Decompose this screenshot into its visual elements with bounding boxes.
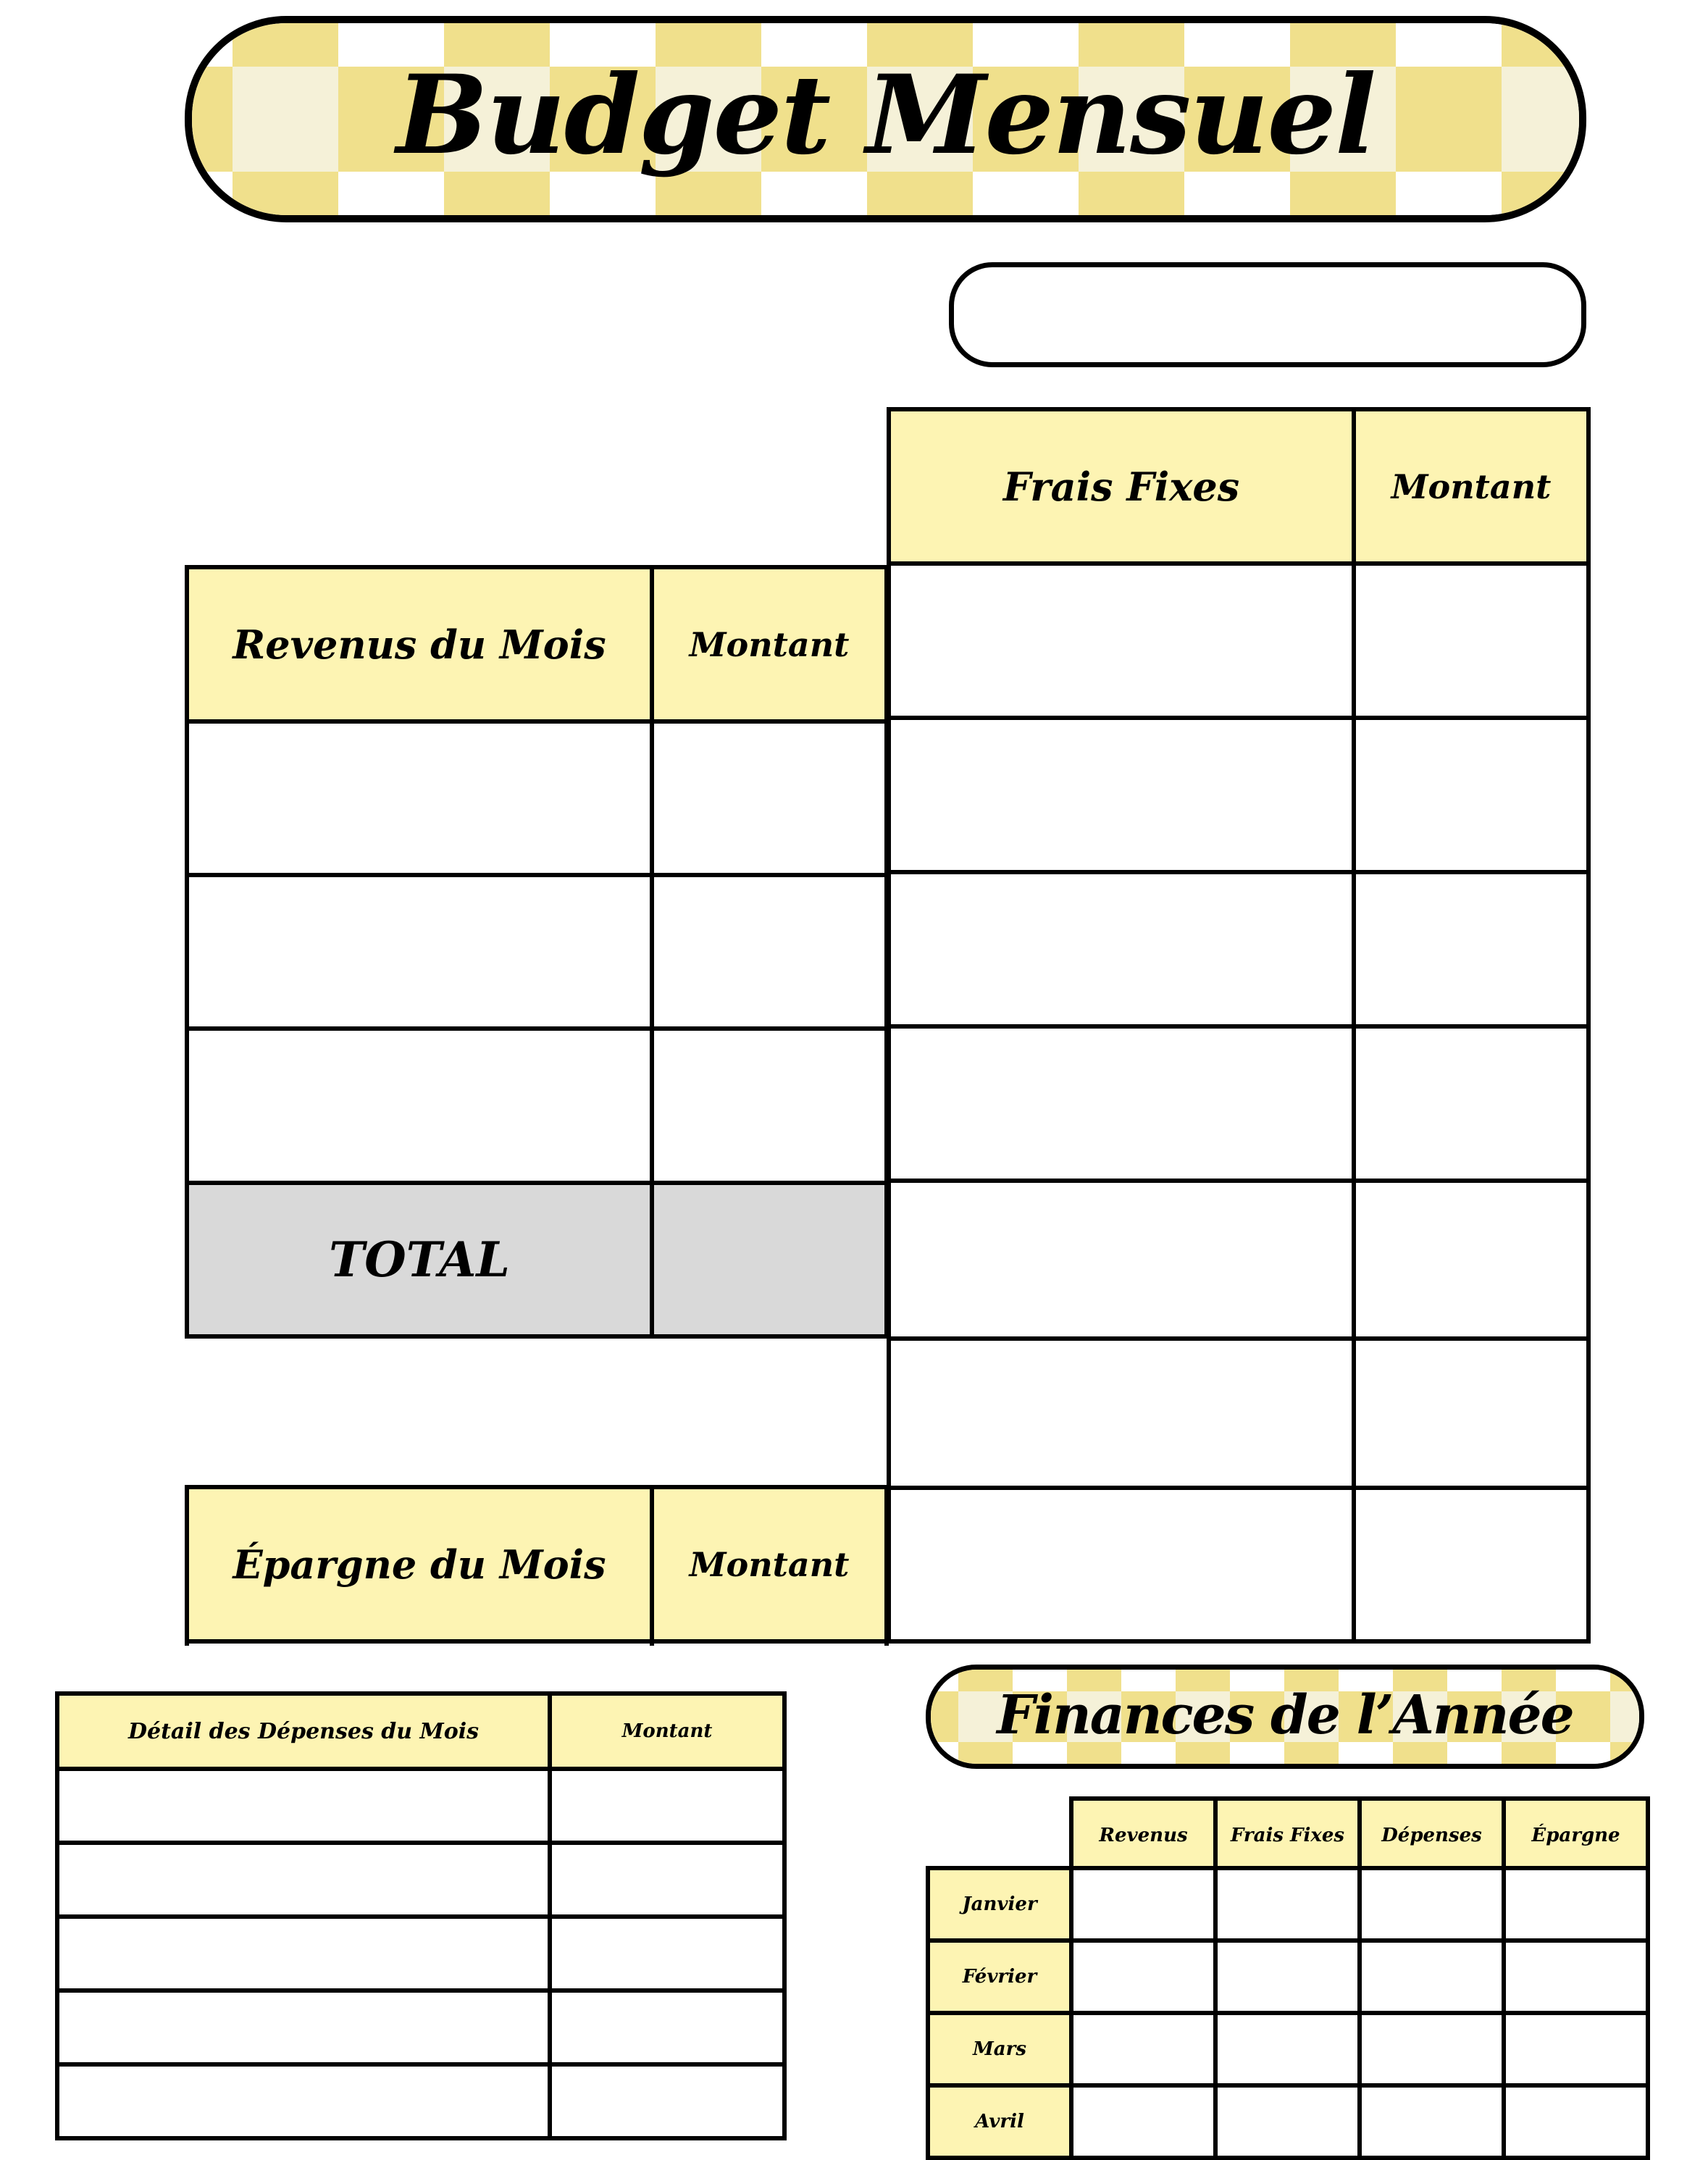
frais-fixes-amount-cell[interactable] <box>1354 872 1588 1026</box>
month-fevrier: Février <box>928 1941 1071 2013</box>
detail-item-cell[interactable] <box>57 1917 550 1991</box>
detail-montant-header: Montant <box>550 1694 784 1769</box>
finances-title: Finances de l’Année <box>997 1684 1573 1746</box>
revenus-montant-header: Montant <box>652 567 887 721</box>
date-field[interactable] <box>949 262 1586 367</box>
frais-fixes-amount-cell[interactable] <box>1354 1488 1588 1641</box>
total-label: TOTAL <box>187 1183 652 1336</box>
detail-amount-cell[interactable] <box>550 1917 784 1991</box>
finance-cell[interactable] <box>1215 1941 1360 2013</box>
detail-depenses-table <box>55 1691 787 2140</box>
frais-fixes-item-cell[interactable] <box>889 1339 1354 1488</box>
finance-cell[interactable] <box>1071 2085 1215 2158</box>
frais-fixes-amount-cell[interactable] <box>1354 1339 1588 1488</box>
total-value[interactable] <box>652 1183 887 1336</box>
frais-fixes-item-cell[interactable] <box>889 1488 1354 1641</box>
finance-cell[interactable] <box>1215 1868 1360 1941</box>
revenus-item-cell[interactable] <box>187 1029 652 1183</box>
detail-item-cell[interactable] <box>57 2064 550 2138</box>
detail-item-cell[interactable] <box>57 1991 550 2064</box>
frais-fixes-amount-cell[interactable] <box>1354 718 1588 872</box>
epargne-header: Épargne du Mois <box>187 1487 652 1641</box>
revenus-amount-cell[interactable] <box>652 721 887 875</box>
detail-item-cell[interactable] <box>57 1769 550 1843</box>
finance-cell[interactable] <box>1071 1868 1215 1941</box>
frais-fixes-amount-cell[interactable] <box>1354 1026 1588 1181</box>
frais-fixes-header: Frais Fixes <box>889 409 1354 564</box>
frais-fixes-montant-header: Montant <box>1354 409 1588 564</box>
detail-amount-cell[interactable] <box>550 2064 784 2138</box>
month-mars: Mars <box>928 2013 1071 2085</box>
finance-cell[interactable] <box>1360 2013 1504 2085</box>
revenus-amount-cell[interactable] <box>652 875 887 1029</box>
month-avril: Avril <box>928 2085 1071 2158</box>
finance-cell[interactable] <box>1215 2013 1360 2085</box>
epargne-table <box>185 1485 889 1658</box>
revenus-item-cell[interactable] <box>187 721 652 875</box>
revenus-item-cell[interactable] <box>187 875 652 1029</box>
epargne-montant-header: Montant <box>652 1487 887 1641</box>
detail-amount-cell[interactable] <box>550 1991 784 2064</box>
finance-cell[interactable] <box>1360 2085 1504 2158</box>
revenus-amount-cell[interactable] <box>652 1029 887 1183</box>
detail-amount-cell[interactable] <box>550 1769 784 1843</box>
finance-cell[interactable] <box>1504 2085 1648 2158</box>
finance-cell[interactable] <box>1071 1941 1215 2013</box>
col-header-epargne: Épargne <box>1504 1799 1648 1872</box>
frais-fixes-item-cell[interactable] <box>889 872 1354 1026</box>
finance-cell[interactable] <box>1360 1941 1504 2013</box>
frais-fixes-item-cell[interactable] <box>889 1181 1354 1339</box>
frais-fixes-table <box>887 407 1591 1644</box>
finances-header-row <box>1069 1796 1650 1875</box>
col-header-depenses: Dépenses <box>1360 1799 1504 1872</box>
finance-cell[interactable] <box>1504 1941 1648 2013</box>
detail-amount-cell[interactable] <box>550 1843 784 1917</box>
finance-cell[interactable] <box>1215 2085 1360 2158</box>
detail-item-cell[interactable] <box>57 1843 550 1917</box>
frais-fixes-item-cell[interactable] <box>889 564 1354 718</box>
page-gap <box>0 1646 1708 1663</box>
frais-fixes-item-cell[interactable] <box>889 1026 1354 1181</box>
detail-depenses-header: Détail des Dépenses du Mois <box>57 1694 550 1769</box>
frais-fixes-item-cell[interactable] <box>889 718 1354 872</box>
finance-cell[interactable] <box>1504 1868 1648 1941</box>
finances-table <box>926 1866 1650 2160</box>
frais-fixes-amount-cell[interactable] <box>1354 1181 1588 1339</box>
finance-cell[interactable] <box>1504 2013 1648 2085</box>
finance-cell[interactable] <box>1360 1868 1504 1941</box>
month-janvier: Janvier <box>928 1868 1071 1941</box>
title-banner <box>185 16 1586 222</box>
finances-banner <box>926 1665 1644 1769</box>
finance-cell[interactable] <box>1071 2013 1215 2085</box>
col-header-frais-fixes: Frais Fixes <box>1215 1799 1360 1872</box>
page-title: Budget Mensuel <box>395 51 1375 179</box>
revenus-table <box>185 565 889 1339</box>
revenus-header: Revenus du Mois <box>187 567 652 721</box>
col-header-revenus: Revenus <box>1071 1799 1215 1872</box>
frais-fixes-amount-cell[interactable] <box>1354 564 1588 718</box>
